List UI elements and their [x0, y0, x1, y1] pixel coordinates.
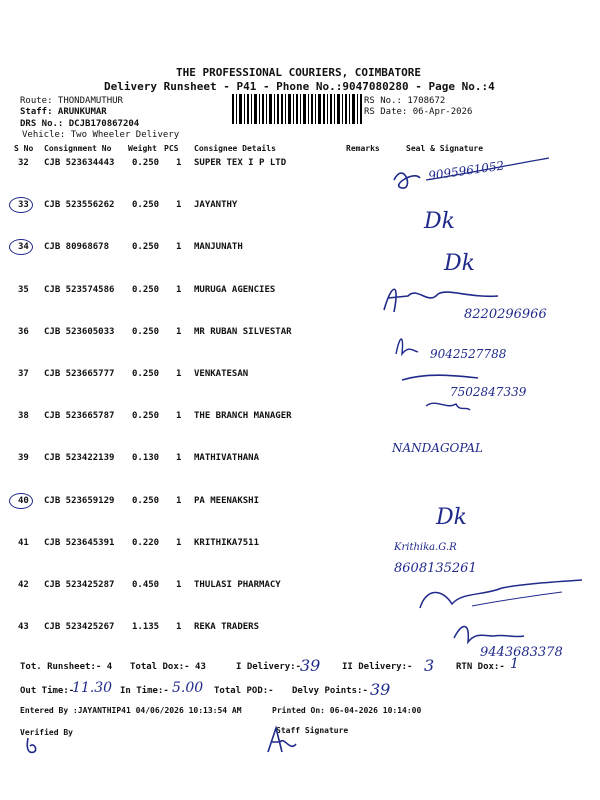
row-weight: 0.250 [132, 411, 160, 421]
svg-text:Dk: Dk [424, 209, 455, 234]
row-sno: 41 [18, 538, 29, 548]
staff-label: Staff: ARUNKUMAR [20, 107, 107, 117]
delvy-points-label: Delvy Points:- [292, 686, 368, 696]
table-row [14, 285, 370, 326]
pen-circle-mark [9, 493, 33, 509]
row-consignment: CJB 523425287 [44, 580, 115, 590]
i-delivery-label: I Delivery:- [236, 662, 302, 672]
row-sno: 37 [18, 369, 29, 379]
staff-signature-label: Staff Signature [276, 726, 349, 735]
row-sno: 40 [18, 496, 29, 506]
row-consignee: THE BRANCH MANAGER [194, 411, 292, 421]
row-consignee: MATHIVATHANA [194, 453, 260, 463]
col-sno: S No [14, 144, 34, 153]
row-consignment: CJB 523645391 [44, 538, 115, 548]
table-row [14, 369, 370, 410]
row-sno: 43 [18, 622, 29, 632]
row-pcs: 1 [176, 158, 182, 168]
pen-circle-mark [9, 239, 33, 255]
rs-date: RS Date: 06-Apr-2026 [364, 107, 473, 117]
row-pcs: 1 [176, 496, 182, 506]
col-consignment: Consignment No [44, 144, 112, 153]
row-consignee: VENKATESAN [194, 369, 249, 379]
svg-text:9443683378: 9443683378 [480, 645, 563, 660]
table-row [14, 200, 370, 241]
row-consignment: CJB 523556262 [44, 200, 115, 210]
row-sno: 32 [18, 158, 29, 168]
row-consignee: JAYANTHY [194, 200, 238, 210]
in-time-value: 5.00 [172, 680, 204, 696]
col-weight: Weight [128, 144, 157, 153]
svg-text:NANDAGOPAL: NANDAGOPAL [392, 441, 483, 455]
row-sno: 42 [18, 580, 29, 590]
row-weight: 0.250 [132, 369, 160, 379]
total-pod-label: Total POD:- [214, 686, 274, 696]
signature-row-33 [420, 202, 480, 238]
row-consignment: CJB 523425267 [44, 622, 115, 632]
row-sno: 38 [18, 411, 29, 421]
row-consignee: REKA TRADERS [194, 622, 260, 632]
row-consignee: MR RUBAN SILVESTAR [194, 327, 292, 337]
row-consignee: MANJUNATH [194, 242, 243, 252]
total-dox: Total Dox:- 43 [130, 662, 206, 672]
row-weight: 1.135 [132, 622, 160, 632]
route-label: Route: THONDAMUTHUR [20, 96, 123, 106]
signature-row-40 [432, 498, 492, 534]
i-delivery-value: 39 [300, 656, 321, 675]
signature-row-42-stamp [412, 578, 592, 618]
row-pcs: 1 [176, 200, 182, 210]
svg-text:Dk: Dk [444, 251, 475, 276]
signature-row-32 [384, 150, 554, 200]
row-consignment: CJB 523574586 [44, 285, 115, 295]
out-time-label: Out Time:- [20, 686, 75, 696]
staff-signature-mark [262, 722, 302, 758]
signature-row-35 [378, 276, 578, 326]
row-pcs: 1 [176, 242, 182, 252]
row-pcs: 1 [176, 285, 182, 295]
row-weight: 0.250 [132, 200, 160, 210]
row-weight: 0.220 [132, 538, 160, 548]
row-weight: 0.250 [132, 496, 160, 506]
row-pcs: 1 [176, 622, 182, 632]
table-row [14, 158, 370, 199]
svg-text:9042527788: 9042527788 [430, 347, 507, 361]
col-remarks: Remarks [346, 144, 380, 153]
signature-row-38 [386, 396, 536, 462]
delvy-points-value: 39 [370, 680, 391, 699]
printed-on: Printed On: 06-04-2026 10:14:00 [272, 706, 422, 715]
row-pcs: 1 [176, 369, 182, 379]
svg-text:8608135261: 8608135261 [394, 561, 477, 576]
company-title: THE PROFESSIONAL COURIERS, COIMBATORE [176, 66, 422, 79]
table-row [14, 327, 370, 368]
col-pcs: PCS [164, 144, 179, 153]
signature-row-34 [440, 244, 500, 280]
row-consignee: PA MEENAKSHI [194, 496, 260, 506]
out-time-value: 11.30 [72, 680, 113, 696]
verified-by-signature [22, 734, 52, 758]
table-row [14, 580, 370, 621]
svg-text:Krithika.G.R: Krithika.G.R [394, 542, 457, 553]
row-consignee: THULASI PHARMACY [194, 580, 281, 590]
row-pcs: 1 [176, 453, 182, 463]
row-pcs: 1 [176, 411, 182, 421]
row-sno: 39 [18, 453, 29, 463]
rtn-dox-value: 1 [510, 656, 519, 672]
row-sno: 36 [18, 327, 29, 337]
svg-text:7502847339: 7502847339 [450, 385, 527, 399]
row-weight: 0.130 [132, 453, 160, 463]
row-sno: 33 [18, 200, 29, 210]
verified-by-label: Verified By [20, 728, 73, 737]
pen-circle-mark [9, 197, 33, 213]
row-consignment: CJB 523665787 [44, 411, 115, 421]
signature-row-43 [450, 616, 600, 666]
svg-text:9095961052: 9095961052 [427, 158, 506, 183]
row-consignment: CJB 523659129 [44, 496, 115, 506]
in-time-label: In Time:- [120, 686, 169, 696]
signature-row-36 [390, 326, 560, 366]
vehicle-label: Vehicle: Two Wheeler Delivery [22, 130, 180, 140]
row-weight: 0.250 [132, 158, 160, 168]
row-sno: 35 [18, 285, 29, 295]
ii-delivery-value: 3 [424, 656, 435, 675]
row-consignment: CJB 523665777 [44, 369, 115, 379]
table-row [14, 411, 370, 452]
barcode [232, 94, 362, 124]
row-consignee: MURUGA AGENCIES [194, 285, 276, 295]
rtn-dox-label: RTN Dox:- [456, 662, 505, 672]
ii-delivery-label: II Delivery:- [342, 662, 413, 672]
drs-label: DRS No.: DCJB170867204 [20, 119, 140, 129]
row-pcs: 1 [176, 580, 182, 590]
row-pcs: 1 [176, 538, 182, 548]
table-row [14, 242, 370, 283]
table-row [14, 538, 370, 579]
row-pcs: 1 [176, 327, 182, 337]
table-row [14, 496, 370, 537]
row-weight: 0.250 [132, 285, 160, 295]
svg-text:Dk: Dk [436, 505, 467, 530]
runsheet-subtitle: Delivery Runsheet - P41 - Phone No.:9047080280 - Page No.:4 [104, 80, 495, 93]
row-sno: 34 [18, 242, 29, 252]
row-consignment: CJB 80968678 [44, 242, 110, 252]
row-weight: 0.450 [132, 580, 160, 590]
rs-number: RS No.: 1708672 [364, 96, 446, 106]
row-consignment: CJB 523605033 [44, 327, 115, 337]
col-seal-signature: Seal & Signature [406, 144, 484, 153]
row-weight: 0.250 [132, 327, 160, 337]
row-weight: 0.250 [132, 242, 160, 252]
table-row [14, 453, 370, 494]
tot-runsheet: Tot. Runsheet:- 4 [20, 662, 113, 672]
col-consignee: Consignee Details [194, 144, 276, 153]
row-consignment: CJB 523422139 [44, 453, 115, 463]
row-consignment: CJB 523634443 [44, 158, 115, 168]
row-consignee: KRITHIKA7511 [194, 538, 260, 548]
entered-by: Entered By :JAYANTHIP41 04/06/2026 10:13:54 AM [20, 706, 242, 715]
signature-row-41 [392, 536, 552, 582]
svg-text:8220296966: 8220296966 [464, 307, 547, 322]
row-consignee: SUPER TEX I P LTD [194, 158, 287, 168]
